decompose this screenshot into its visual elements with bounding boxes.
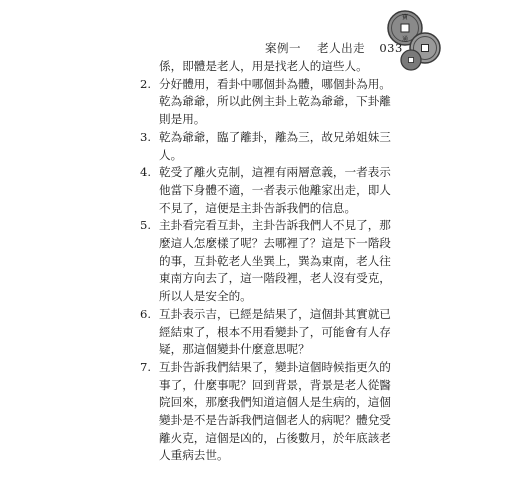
item-text: 主卦看完看互卦，主卦告訴我們人不見了，那麼這人怎麼樣了呢？去哪裡了？這是下一階段的事，互卦乾老人坐巽上，巽為東南，老人往東南方向去了，這一階段裡，老人沒有受克，所以人是安全的。 <box>159 218 391 304</box>
svg-text:寶: 寶 <box>401 14 409 21</box>
list-item <box>140 217 395 306</box>
list-item <box>140 359 395 465</box>
item-number: 3. <box>140 129 152 144</box>
item-text: 互卦表示吉，已經是結果了，這個卦其實就已經結束了，根本不用看變卦了，可能會有人存疑，那這個變卦什麼意思呢？ <box>159 306 391 357</box>
svg-text:通: 通 <box>401 36 409 43</box>
item-text: 乾為爺爺，臨了離卦，離為三，故兄弟姐妹三人。 <box>159 129 391 162</box>
chapter-label: 案例一 <box>265 41 301 55</box>
continued-paragraph: 係，即體是老人，用是找老人的這些人。 <box>159 59 368 73</box>
item-text: 分好體用，看卦中哪個卦為體，哪個卦為用。乾為爺爺，所以此例主卦上乾為爺爺，下卦離則是用。 <box>159 76 391 127</box>
body-text <box>140 58 395 465</box>
item-number: 6. <box>140 306 152 321</box>
list-item <box>140 164 395 217</box>
section-title: 老人出走 <box>317 41 366 55</box>
item-number: 7. <box>140 359 152 374</box>
list-item <box>140 76 395 129</box>
item-number: 5. <box>140 218 152 233</box>
page-header <box>265 40 403 56</box>
item-number: 2. <box>140 76 152 91</box>
item-number: 4. <box>140 165 152 180</box>
list-item <box>140 306 395 359</box>
item-text: 互卦告訴我們結果了，變卦這個時候指更久的事了，什麼事呢？回到背景，背景是老人從醫院回來，那麼我們知道這個人是生病的，這個變卦是不是告訴我們這個老人的病呢？體兌受離火克，這個是凶的，占後數月，於年底該老人重病去世。 <box>159 359 391 463</box>
item-text: 乾受了離火克制，這裡有兩層意義，一者表示他當下身體不適，一者表示他離家出走，即人不見了，這便是主卦告訴我們的信息。 <box>159 165 391 215</box>
page-number: 033 <box>379 41 403 55</box>
list-item <box>140 129 395 164</box>
